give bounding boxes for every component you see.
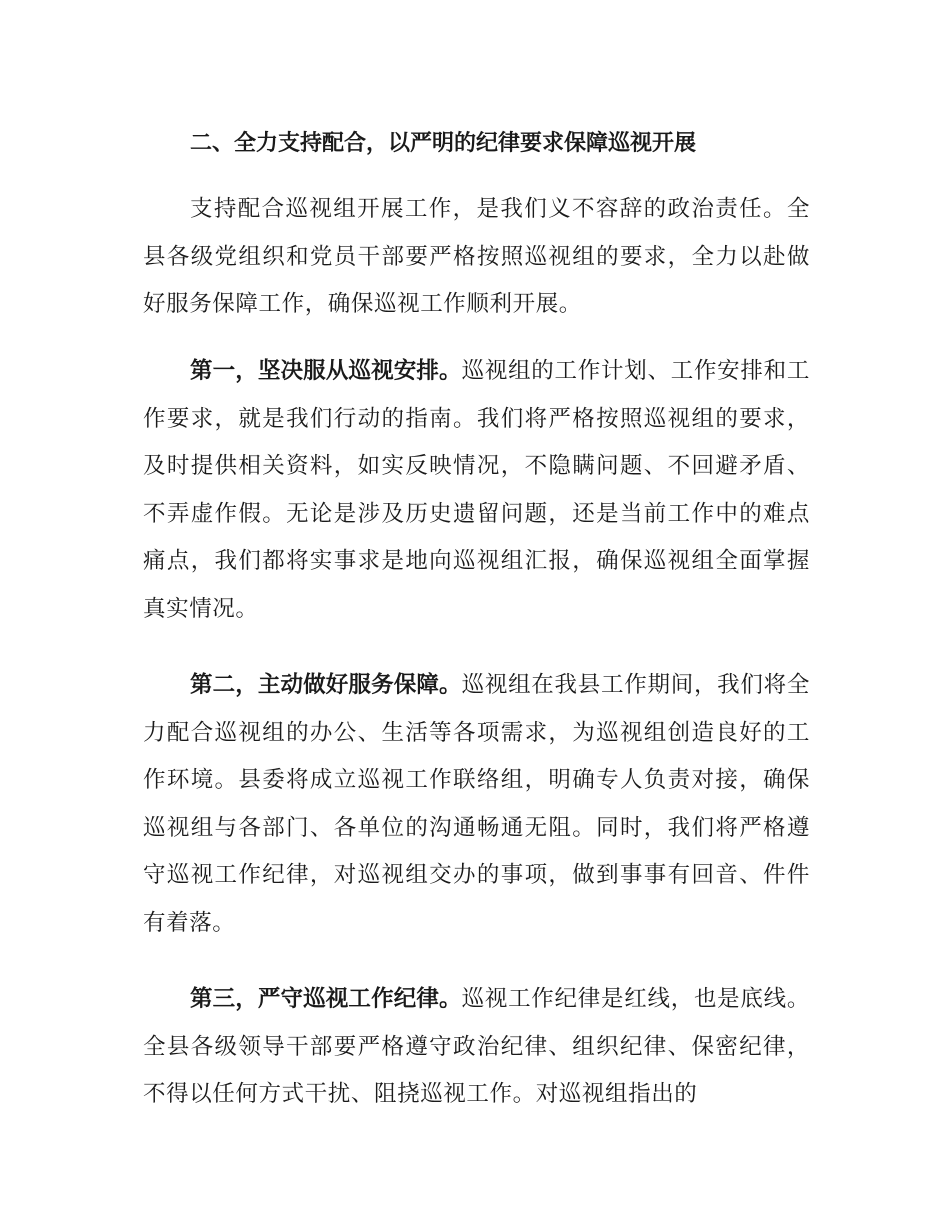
paragraph-lead: 第一，坚决服从巡视安排。 — [190, 358, 462, 384]
paragraph-text: 巡视组在我县工作期间，我们将全力配合巡视组的办公、生活等各项需求，为巡视组创造良好的工作环境。县委将成立巡视工作联络组，明确专人负责对接，确保巡视组与各部门、各单位的沟通畅通无阻。同时，我们将严格遵守巡视工作纪律，对巡视组交办的事项，做到事事有回音、件件有着落。 — [143, 672, 810, 936]
section-heading: 二、全力支持配合，以严明的纪律要求保障巡视开展 — [190, 131, 697, 156]
paragraph-third-point — [143, 976, 810, 1119]
paragraph-first-point — [143, 348, 810, 634]
paragraph-intro — [143, 186, 810, 329]
paragraph-second-point — [143, 662, 810, 948]
paragraph-text: 巡视工作纪律是红线，也是底线。全县各级领导干部要严格遵守政治纪律、组织纪律、保密纪律，不得以任何方式干扰、阻挠巡视工作。对巡视组指出的 — [143, 986, 810, 1108]
paragraph-lead: 第三，严守巡视工作纪律。 — [190, 986, 462, 1012]
paragraph-text: 支持配合巡视组开展工作，是我们义不容辞的政治责任。全县各级党组织和党员干部要严格按照巡视组的要求，全力以赴做好服务保障工作，确保巡视工作顺利开展。 — [143, 196, 810, 318]
paragraph-text: 巡视组的工作计划、工作安排和工作要求，就是我们行动的指南。我们将严格按照巡视组的要求，及时提供相关资料，如实反映情况，不隐瞒问题、不回避矛盾、不弄虚作假。无论是涉及历史遗留问题，还是当前工作中的难点痛点，我们都将实事求是地向巡视组汇报，确保巡视组全面掌握真实情况。 — [143, 358, 810, 622]
paragraph-lead: 第二，主动做好服务保障。 — [190, 672, 462, 698]
